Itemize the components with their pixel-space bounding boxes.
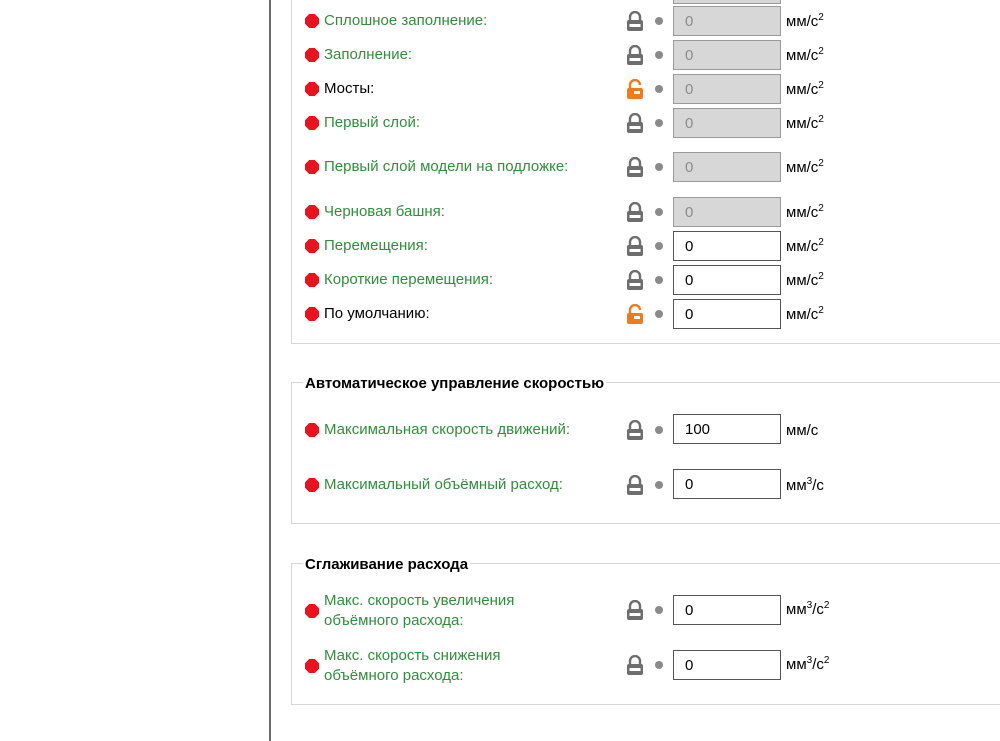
lock-icon[interactable]	[626, 113, 644, 133]
setting-label-line1: Макс. скорость снижения	[324, 647, 501, 664]
setting-label: Сплошное заполнение:	[324, 12, 488, 29]
unit-label: $мм/с^2$	[786, 80, 824, 98]
lock-icon[interactable]	[626, 420, 644, 440]
setting-row	[0, 298, 1000, 330]
setting-row-max-volumetric	[0, 468, 1000, 500]
setting-label: Первый слой:	[324, 114, 421, 131]
lock-icon[interactable]	[626, 600, 644, 620]
lock-icon[interactable]	[626, 475, 644, 495]
unit-label: $мм/с^2$	[786, 158, 824, 176]
setting-label: Короткие перемещения:	[324, 271, 494, 288]
setting-row	[0, 196, 1000, 228]
setting-row	[0, 39, 1000, 71]
smoothing-title: Сглаживание расхода	[305, 556, 469, 573]
dot-icon	[655, 310, 663, 318]
setting-label-line2: объёмного расхода:	[324, 612, 464, 629]
setting-label: Первый слой модели на подложке:	[324, 158, 569, 175]
dot-icon	[655, 17, 663, 25]
lock-icon[interactable]	[626, 655, 644, 675]
required-bullet-icon	[305, 160, 319, 174]
value-input[interactable]	[673, 40, 781, 70]
value-input[interactable]	[673, 231, 781, 261]
max-increase-input[interactable]	[673, 595, 781, 625]
setting-label-line1: Макс. скорость увеличения	[324, 592, 515, 609]
value-input[interactable]	[673, 299, 781, 329]
dot-icon	[655, 661, 663, 669]
setting-row	[0, 230, 1000, 262]
lock-icon[interactable]	[626, 45, 644, 65]
setting-label: Черновая башня:	[324, 203, 445, 220]
setting-label: По умолчанию:	[324, 305, 430, 322]
lock-icon[interactable]	[626, 11, 644, 31]
unit-label: $мм/с^2$	[786, 12, 824, 30]
dot-icon	[655, 163, 663, 171]
dot-icon	[655, 119, 663, 127]
dot-icon	[655, 426, 663, 434]
setting-row	[0, 5, 1000, 37]
setting-row-max-decrease	[0, 645, 1000, 689]
dot-icon	[655, 208, 663, 216]
unit-label: $мм/с^2$	[786, 305, 824, 323]
auto-speed-title: Автоматическое управление скоростью	[305, 375, 605, 392]
setting-label: Мосты:	[324, 80, 375, 97]
unit-label: мм/с	[786, 422, 819, 439]
unlock-icon[interactable]	[626, 79, 644, 99]
setting-label: Перемещения:	[324, 237, 428, 254]
lock-icon[interactable]	[626, 270, 644, 290]
setting-row-max-speed	[0, 414, 1000, 446]
required-bullet-icon	[305, 423, 319, 437]
value-input[interactable]	[673, 108, 781, 138]
required-bullet-icon	[305, 116, 319, 130]
lock-icon[interactable]	[626, 236, 644, 256]
dot-icon	[655, 481, 663, 489]
dot-icon	[655, 51, 663, 59]
setting-row-max-increase	[0, 590, 1000, 634]
unit-label: $мм/с^2$	[786, 271, 824, 289]
required-bullet-icon	[305, 239, 319, 253]
value-input[interactable]	[673, 265, 781, 295]
required-bullet-icon	[305, 205, 319, 219]
unit-label: $мм^3/с^2$	[786, 600, 830, 618]
setting-row	[0, 151, 1000, 183]
value-input[interactable]	[673, 197, 781, 227]
setting-label: Заполнение:	[324, 46, 413, 63]
lock-icon[interactable]	[626, 202, 644, 222]
max-volumetric-input[interactable]	[673, 469, 781, 499]
setting-label: Максимальная скорость движений:	[324, 421, 571, 438]
unit-label: $мм/с^2$	[786, 46, 824, 64]
required-bullet-icon	[305, 478, 319, 492]
unlock-icon[interactable]	[626, 304, 644, 324]
dot-icon	[655, 606, 663, 614]
unit-label: $мм/с^2$	[786, 114, 824, 132]
required-bullet-icon	[305, 604, 319, 618]
setting-label-line2: объёмного расхода:	[324, 667, 464, 684]
dot-icon	[655, 276, 663, 284]
auto-speed-group	[291, 382, 1000, 524]
unit-label: $мм^3/с$	[786, 476, 824, 494]
max-speed-input[interactable]	[673, 414, 781, 444]
required-bullet-icon	[305, 273, 319, 287]
required-bullet-icon	[305, 48, 319, 62]
required-bullet-icon	[305, 14, 319, 28]
required-bullet-icon	[305, 82, 319, 96]
unit-label: $мм/с^2$	[786, 237, 824, 255]
setting-label: Максимальный объёмный расход:	[324, 476, 563, 493]
unit-label: $мм/с^2$	[786, 203, 824, 221]
lock-icon[interactable]	[626, 157, 644, 177]
setting-row	[0, 107, 1000, 139]
required-bullet-icon	[305, 307, 319, 321]
dot-icon	[655, 85, 663, 93]
dot-icon	[655, 242, 663, 250]
value-input[interactable]	[673, 74, 781, 104]
max-decrease-input[interactable]	[673, 650, 781, 680]
clipped-field-stub	[673, 0, 781, 4]
value-input[interactable]	[673, 6, 781, 36]
setting-row	[0, 264, 1000, 296]
value-input[interactable]	[673, 152, 781, 182]
unit-label: $мм^3/с^2$	[786, 655, 830, 673]
setting-row	[0, 73, 1000, 105]
required-bullet-icon	[305, 659, 319, 673]
